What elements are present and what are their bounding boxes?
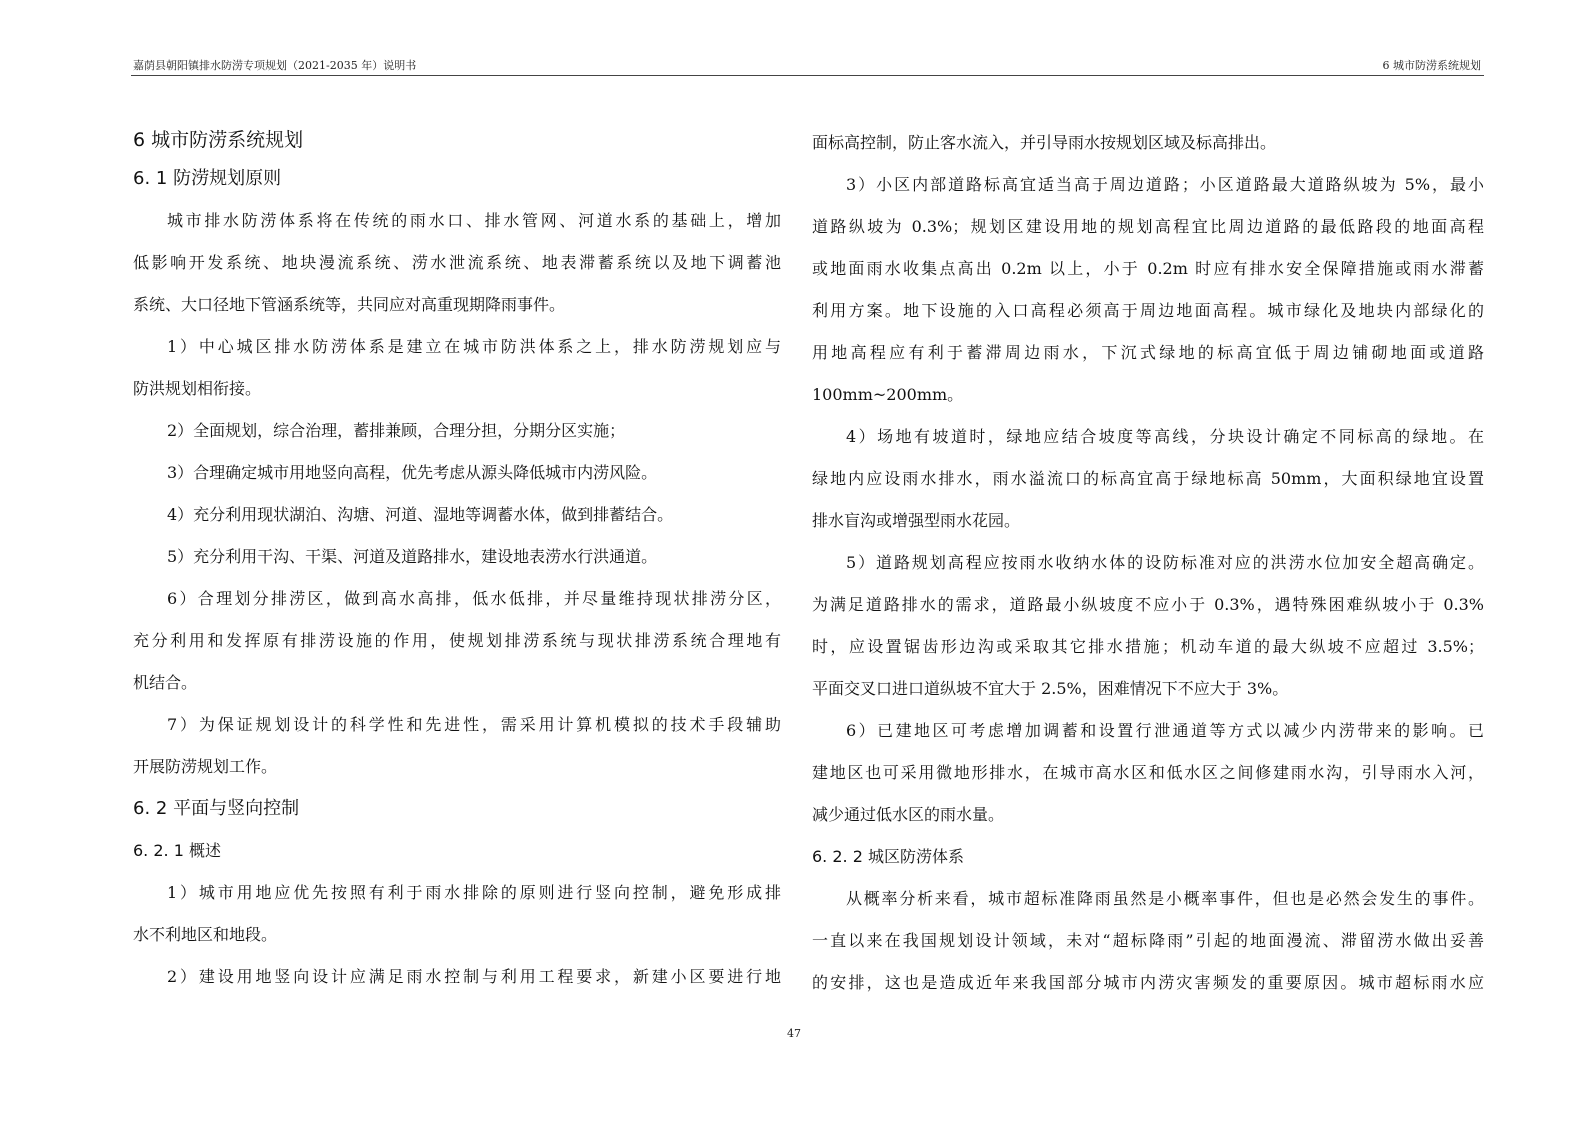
body-text-line: 4）场地有坡道时，绿地应结合坡度等高线，分块设计确定不同标高的绿地。在 [846, 427, 1484, 446]
body-text-line: 机结合。 [133, 673, 198, 692]
body-text-line: 6）已建地区可考虑增加调蓄和设置行泄通道等方式以减少内涝带来的影响。已 [846, 721, 1484, 740]
section-heading: 6. 1 防涝规划原则 [133, 168, 282, 189]
body-text-line: 低影响开发系统、地块漫流系统、涝水泄流系统、地表滞蓄系统以及地下调蓄池 [133, 253, 781, 272]
body-text-line: 1）城市用地应优先按照有利于雨水排除的原则进行竖向控制，避免形成排 [167, 883, 781, 902]
running-header-title: 嘉荫县朝阳镇排水防涝专项规划（2021-2035 年）说明书 [133, 59, 417, 72]
body-text-line: 一直以来在我国规划设计领域，未对“超标降雨”引起的地面漫流、滞留涝水做出妥善 [812, 931, 1484, 950]
body-text-line: 道路纵坡为 0.3%；规划区建设用地的规划高程宜比周边道路的最低路段的地面高程 [812, 217, 1484, 236]
body-text-line: 充分利用和发挥原有排涝设施的作用，使规划排涝系统与现状排涝系统合理地有 [133, 631, 781, 650]
body-text-line: 5）充分利用干沟、干渠、河道及道路排水，建设地表涝水行洪通道。 [167, 547, 658, 566]
right-column [812, 122, 1484, 1004]
body-text-line: 从概率分析来看，城市超标准降雨虽然是小概率事件，但也是必然会发生的事件。 [846, 889, 1484, 908]
body-text-line: 100mm~200mm。 [812, 385, 964, 404]
page-number: 47 [787, 1027, 801, 1040]
subsection-heading: 6. 2. 2 城区防涝体系 [812, 847, 964, 866]
running-header-chapter: 6 城市防涝系统规划 [1382, 59, 1481, 72]
body-text-line: 开展防涝规划工作。 [133, 757, 278, 776]
body-text-line: 面标高控制，防止客水流入，并引导雨水按规划区域及标高排出。 [812, 133, 1277, 152]
body-text-line: 3）小区内部道路标高宜适当高于周边道路；小区道路最大道路纵坡为 5%，最小 [846, 175, 1484, 194]
subsection-heading: 6. 2. 1 概述 [133, 841, 221, 860]
body-text-line: 防洪规划相衔接。 [133, 379, 262, 398]
body-text-line: 系统、大口径地下管涵系统等，共同应对高重现期降雨事件。 [133, 295, 566, 314]
section-heading: 6. 2 平面与竖向控制 [133, 798, 300, 819]
body-text-line: 3）合理确定城市用地竖向高程，优先考虑从源头降低城市内涝风险。 [167, 463, 658, 482]
body-text-line: 建地区也可采用微地形排水，在城市高水区和低水区之间修建雨水沟，引导雨水入河， [812, 763, 1484, 782]
body-text-line: 的安排，这也是造成近年来我国部分城市内涝灾害频发的重要原因。城市超标雨水应 [812, 973, 1484, 992]
body-text-line: 排水盲沟或增强型雨水花园。 [812, 511, 1021, 530]
chapter-heading: 6 城市防涝系统规划 [133, 129, 304, 151]
body-text-line: 平面交叉口进口道纵坡不宜大于 2.5%，困难情况下不应大于 3%。 [812, 679, 1289, 698]
body-text-line: 2）全面规划，综合治理，蓄排兼顾，合理分担，分期分区实施； [167, 421, 626, 440]
left-column [133, 122, 781, 998]
body-text-line: 5）道路规划高程应按雨水收纳水体的设防标准对应的洪涝水位加安全超高确定。 [846, 553, 1484, 572]
body-text-line: 减少通过低水区的雨水量。 [812, 805, 1005, 824]
body-text-line: 2）建设用地竖向设计应满足雨水控制与利用工程要求，新建小区要进行地 [167, 967, 781, 986]
body-text-line: 利用方案。地下设施的入口高程必须高于周边地面高程。城市绿化及地块内部绿化的 [812, 301, 1484, 320]
body-text-line: 1）中心城区排水防涝体系是建立在城市防洪体系之上，排水防涝规划应与 [167, 337, 781, 356]
body-text-line: 用地高程应有利于蓄滞周边雨水，下沉式绿地的标高宜低于周边铺砌地面或道路 [812, 343, 1484, 362]
body-text-line: 水不利地区和地段。 [133, 925, 278, 944]
body-text-line: 4）充分利用现状湖泊、沟塘、河道、湿地等调蓄水体，做到排蓄结合。 [167, 505, 674, 524]
body-text-line: 7）为保证规划设计的科学性和先进性，需采用计算机模拟的技术手段辅助 [167, 715, 781, 734]
body-text-line: 为满足道路排水的需求，道路最小纵坡度不应小于 0.3%，遇特殊困难纵坡小于 0.3% [812, 595, 1484, 614]
body-text-line: 城市排水防涝体系将在传统的雨水口、排水管网、河道水系的基础上，增加 [167, 211, 781, 230]
body-text-line: 绿地内应设雨水排水，雨水溢流口的标高宜高于绿地标高 50mm，大面积绿地宜设置 [812, 469, 1484, 488]
body-text-line: 或地面雨水收集点高出 0.2m 以上，小于 0.2m 时应有排水安全保障措施或雨水滞蓄 [812, 259, 1484, 278]
header-divider [131, 75, 1484, 76]
body-text-line: 6）合理划分排涝区，做到高水高排，低水低排，并尽量维持现状排涝分区， [167, 589, 781, 608]
body-text-line: 时，应设置锯齿形边沟或采取其它排水措施；机动车道的最大纵坡不应超过 3.5%； [812, 637, 1484, 656]
